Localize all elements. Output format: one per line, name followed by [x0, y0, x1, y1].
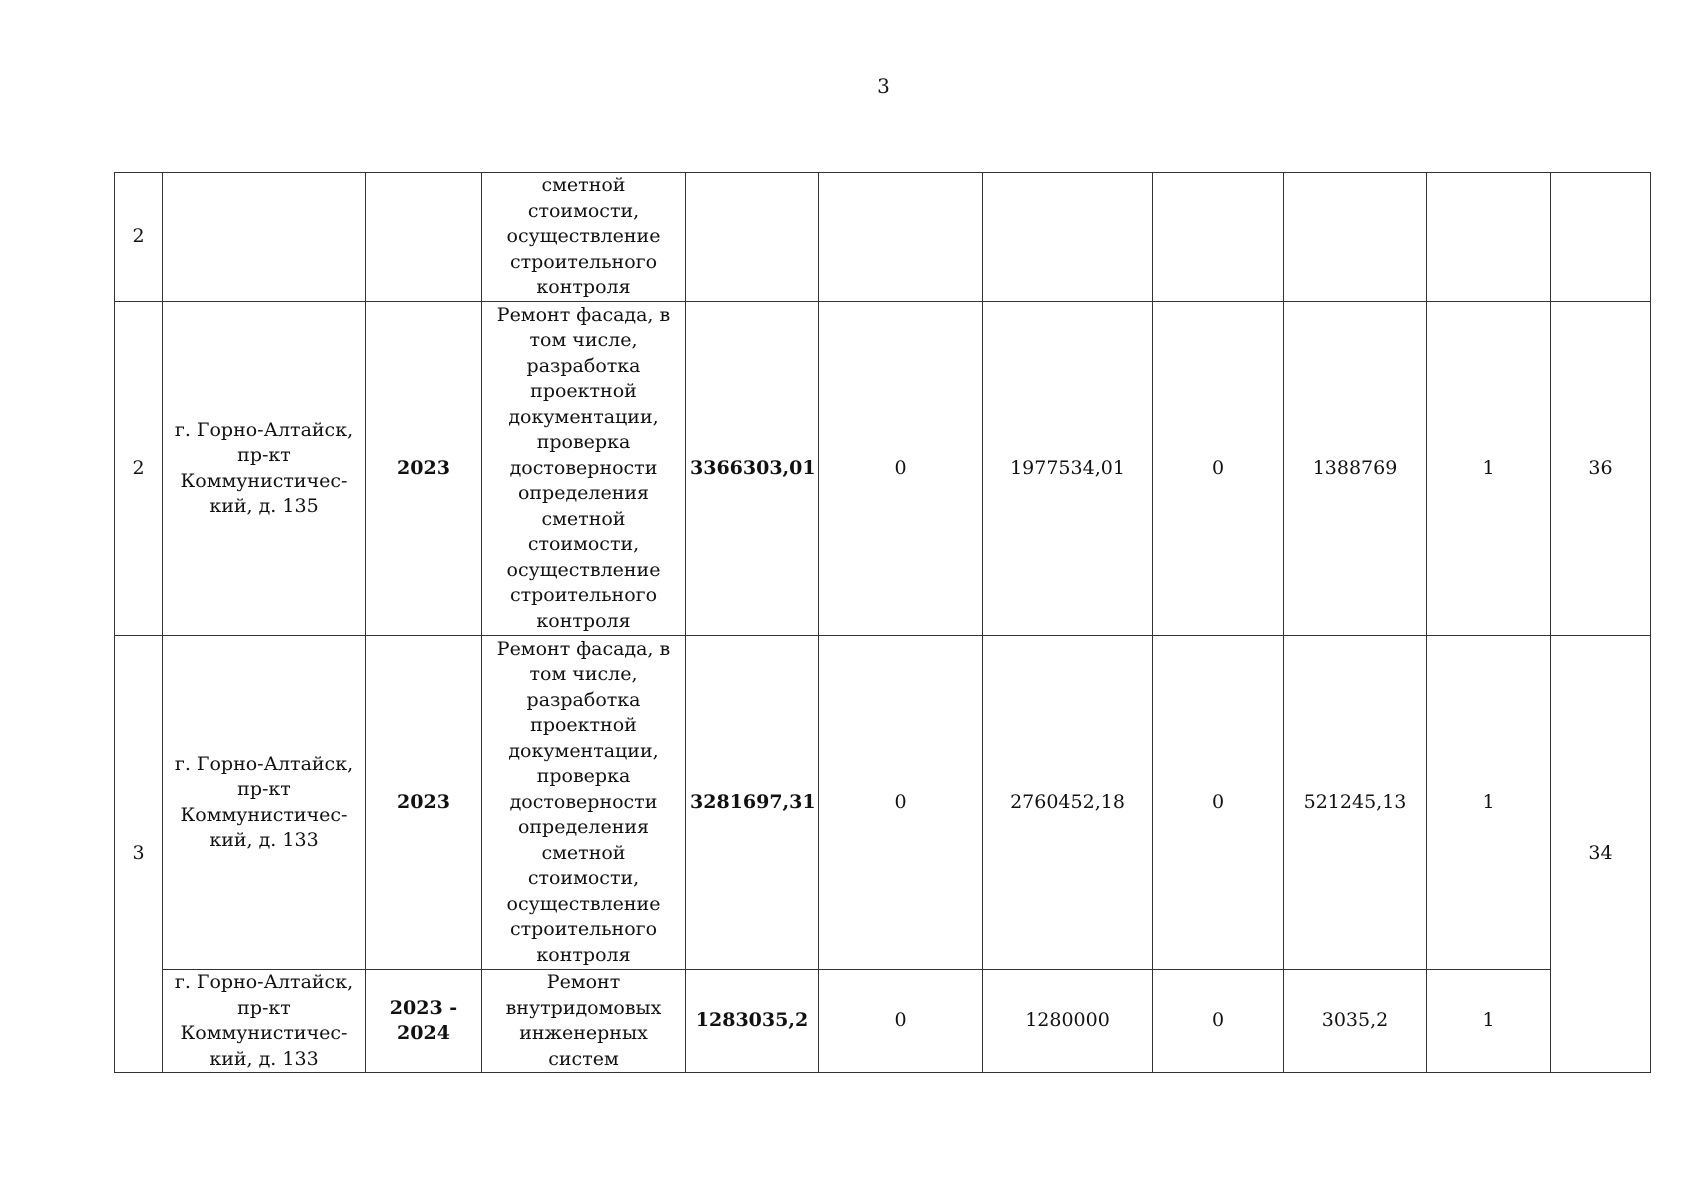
cell-year: 2023: [366, 302, 482, 636]
cell-c3: 0: [1153, 302, 1284, 636]
works-table: [114, 172, 1651, 1073]
cell-c3: 0: [1153, 636, 1284, 970]
cell-total: 1283035,2: [686, 970, 819, 1073]
cell-c2: 2760452,18: [983, 636, 1153, 970]
cell-c1: 0: [819, 970, 983, 1073]
table-row: [115, 970, 1651, 1073]
cell-c5: 1: [1427, 636, 1551, 970]
cell-num: 2: [115, 302, 163, 636]
cell-c3: [1153, 173, 1284, 302]
table-row: [115, 636, 1651, 970]
cell-description: сметной стоимости, осуществление строительного контроля: [482, 173, 686, 302]
cell-address: г. Горно-Алтайск, пр-кт Коммунистичес- кий, д. 133: [163, 636, 366, 970]
cell-c4: 3035,2: [1284, 970, 1427, 1073]
cell-c5: 1: [1427, 302, 1551, 636]
cell-description: Ремонт фасада, в том числе, разработка проектной документации, проверка достоверности определения сметной стоимости, осуществление строительного контроля: [482, 302, 686, 636]
cell-year: [366, 173, 482, 302]
cell-c4: [1284, 173, 1427, 302]
cell-num: 2: [115, 173, 163, 302]
cell-description: Ремонт фасада, в том числе, разработка проектной документации, проверка достоверности определения сметной стоимости, осуществление строительного контроля: [482, 636, 686, 970]
cell-total: 3281697,31: [686, 636, 819, 970]
cell-total: 3366303,01: [686, 302, 819, 636]
cell-c3: 0: [1153, 970, 1284, 1073]
cell-year: 2023 - 2024: [366, 970, 482, 1073]
cell-year: 2023: [366, 636, 482, 970]
cell-c1: 0: [819, 302, 983, 636]
cell-c2: [983, 173, 1153, 302]
cell-address: г. Горно-Алтайск, пр-кт Коммунистичес- кий, д. 133: [163, 970, 366, 1073]
cell-c4: 1388769: [1284, 302, 1427, 636]
cell-address: г. Горно-Алтайск, пр-кт Коммунистичес- кий, д. 135: [163, 302, 366, 636]
cell-num: 3: [115, 636, 163, 1073]
cell-c1: 0: [819, 636, 983, 970]
cell-c5: [1427, 173, 1551, 302]
cell-c6: 36: [1551, 302, 1651, 636]
cell-c2: 1280000: [983, 970, 1153, 1073]
table-row: [115, 302, 1651, 636]
page-number: 3: [877, 74, 890, 98]
cell-address: [163, 173, 366, 302]
cell-c1: [819, 173, 983, 302]
cell-c6: 34: [1551, 636, 1651, 1073]
cell-c4: 521245,13: [1284, 636, 1427, 970]
cell-c6: [1551, 173, 1651, 302]
cell-description: Ремонт внутридомовых инженерных систем: [482, 970, 686, 1073]
cell-total: [686, 173, 819, 302]
table-row-continuation: [115, 173, 1651, 302]
cell-c2: 1977534,01: [983, 302, 1153, 636]
cell-c5: 1: [1427, 970, 1551, 1073]
